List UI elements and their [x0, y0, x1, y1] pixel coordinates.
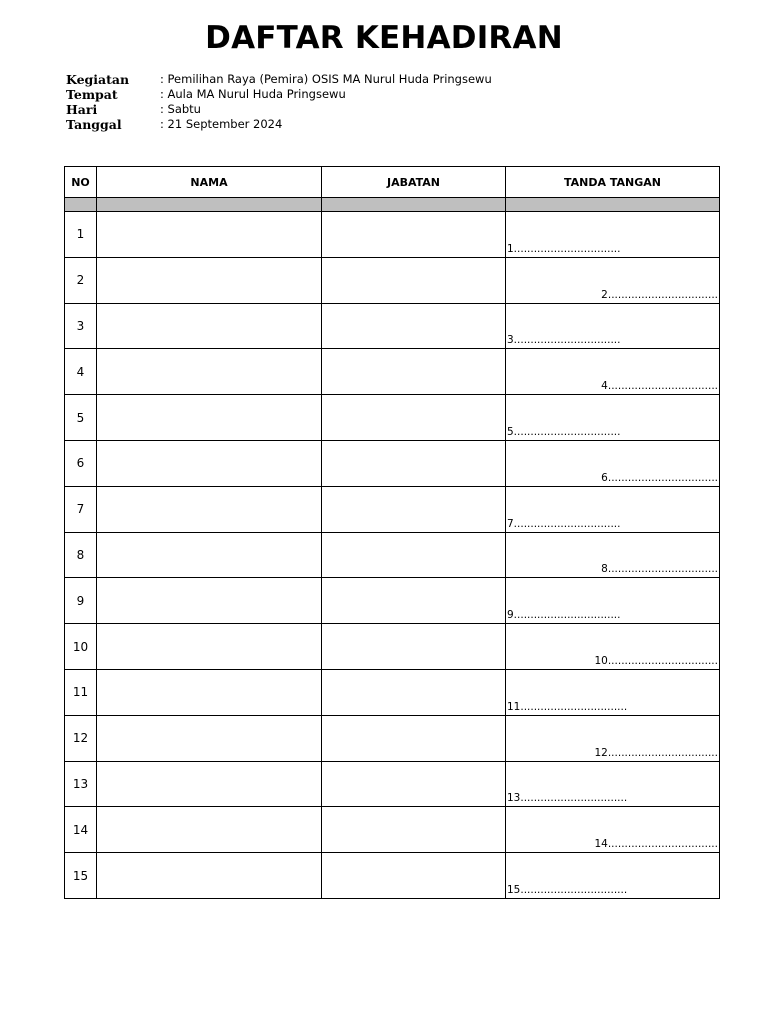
signature-line: 12.................................: [594, 746, 718, 759]
signature-line: 8.................................: [601, 563, 718, 576]
nama-cell[interactable]: [97, 807, 322, 853]
nama-cell[interactable]: [97, 578, 322, 624]
info-block: [66, 72, 492, 132]
signature-line: 13................................: [507, 792, 628, 805]
header-tanda-tangan: TANDA TANGAN: [506, 167, 720, 198]
jabatan-cell[interactable]: [322, 578, 506, 624]
info-value: : Sabtu: [160, 102, 201, 116]
table-row: [65, 303, 720, 349]
signature-line: 11................................: [507, 700, 628, 713]
shaded-separator-row: [65, 198, 720, 212]
shaded-cell: [322, 198, 506, 212]
header-nama: NAMA: [97, 167, 322, 198]
signature-line: 7................................: [507, 517, 621, 530]
row-number: 1: [65, 212, 97, 258]
nama-cell[interactable]: [97, 257, 322, 303]
info-label: Hari: [66, 102, 98, 117]
table-row: [65, 853, 720, 899]
table-header-row: [65, 167, 720, 198]
jabatan-cell[interactable]: [322, 669, 506, 715]
row-number: 3: [65, 303, 97, 349]
table-row: [65, 715, 720, 761]
info-value: : 21 September 2024: [160, 117, 283, 131]
shaded-cell: [97, 198, 322, 212]
row-number: 13: [65, 761, 97, 807]
nama-cell[interactable]: [97, 532, 322, 578]
table-row: [65, 212, 720, 258]
signature-line: 10.................................: [594, 654, 718, 667]
signature-line: 4.................................: [601, 380, 718, 393]
shaded-cell: [65, 198, 97, 212]
signature-line: 1................................: [507, 242, 621, 255]
signature-cell[interactable]: [506, 807, 720, 853]
nama-cell[interactable]: [97, 212, 322, 258]
jabatan-cell[interactable]: [322, 532, 506, 578]
jabatan-cell[interactable]: [322, 761, 506, 807]
signature-cell[interactable]: [506, 669, 720, 715]
row-number: 11: [65, 669, 97, 715]
signature-cell[interactable]: [506, 303, 720, 349]
header-jabatan: JABATAN: [322, 167, 506, 198]
table-row: [65, 761, 720, 807]
jabatan-cell[interactable]: [322, 257, 506, 303]
table-row: [65, 807, 720, 853]
row-number: 8: [65, 532, 97, 578]
nama-cell[interactable]: [97, 303, 322, 349]
row-number: 6: [65, 440, 97, 486]
info-value: : Pemilihan Raya (Pemira) OSIS MA Nurul Huda Pringsewu: [160, 72, 492, 86]
signature-line: 14.................................: [594, 838, 718, 851]
jabatan-cell[interactable]: [322, 440, 506, 486]
jabatan-cell[interactable]: [322, 486, 506, 532]
info-label: Tanggal: [66, 117, 122, 132]
signature-cell[interactable]: [506, 853, 720, 899]
nama-cell[interactable]: [97, 440, 322, 486]
jabatan-cell[interactable]: [322, 715, 506, 761]
info-row-tempat: [66, 87, 492, 102]
info-value: : Aula MA Nurul Huda Pringsewu: [160, 87, 346, 101]
table-row: [65, 578, 720, 624]
table-row: [65, 349, 720, 395]
signature-cell[interactable]: [506, 440, 720, 486]
row-number: 15: [65, 853, 97, 899]
row-number: 12: [65, 715, 97, 761]
table-row: [65, 486, 720, 532]
signature-cell[interactable]: [506, 257, 720, 303]
document-title: DAFTAR KEHADIRAN: [205, 20, 563, 56]
nama-cell[interactable]: [97, 395, 322, 441]
signature-line: 9................................: [507, 609, 621, 622]
signature-cell[interactable]: [506, 395, 720, 441]
nama-cell[interactable]: [97, 624, 322, 670]
attendance-table: [64, 166, 720, 899]
info-row-tanggal: [66, 117, 492, 132]
signature-line: 3................................: [507, 334, 621, 347]
jabatan-cell[interactable]: [322, 303, 506, 349]
signature-cell[interactable]: [506, 349, 720, 395]
row-number: 7: [65, 486, 97, 532]
jabatan-cell[interactable]: [322, 807, 506, 853]
signature-cell[interactable]: [506, 761, 720, 807]
table-row: [65, 440, 720, 486]
nama-cell[interactable]: [97, 669, 322, 715]
signature-cell[interactable]: [506, 532, 720, 578]
signature-line: 2.................................: [601, 288, 718, 301]
nama-cell[interactable]: [97, 715, 322, 761]
nama-cell[interactable]: [97, 853, 322, 899]
row-number: 14: [65, 807, 97, 853]
row-number: 4: [65, 349, 97, 395]
signature-line: 6.................................: [601, 471, 718, 484]
nama-cell[interactable]: [97, 349, 322, 395]
nama-cell[interactable]: [97, 486, 322, 532]
jabatan-cell[interactable]: [322, 349, 506, 395]
shaded-cell: [506, 198, 720, 212]
table-row: [65, 395, 720, 441]
row-number: 5: [65, 395, 97, 441]
row-number: 10: [65, 624, 97, 670]
row-number: 2: [65, 257, 97, 303]
info-label: Tempat: [66, 87, 118, 102]
jabatan-cell[interactable]: [322, 395, 506, 441]
jabatan-cell[interactable]: [322, 853, 506, 899]
info-row-kegiatan: [66, 72, 492, 87]
table-row: [65, 624, 720, 670]
table-row: [65, 257, 720, 303]
jabatan-cell[interactable]: [322, 212, 506, 258]
signature-cell[interactable]: [506, 715, 720, 761]
nama-cell[interactable]: [97, 761, 322, 807]
signature-cell[interactable]: [506, 486, 720, 532]
signature-cell[interactable]: [506, 624, 720, 670]
info-row-hari: [66, 102, 492, 117]
info-label: Kegiatan: [66, 72, 130, 87]
signature-line: 5................................: [507, 425, 621, 438]
table-row: [65, 532, 720, 578]
header-no: NO: [65, 167, 97, 198]
signature-line: 15................................: [507, 883, 628, 896]
jabatan-cell[interactable]: [322, 624, 506, 670]
signature-cell[interactable]: [506, 578, 720, 624]
signature-cell[interactable]: [506, 212, 720, 258]
row-number: 9: [65, 578, 97, 624]
table-row: [65, 669, 720, 715]
